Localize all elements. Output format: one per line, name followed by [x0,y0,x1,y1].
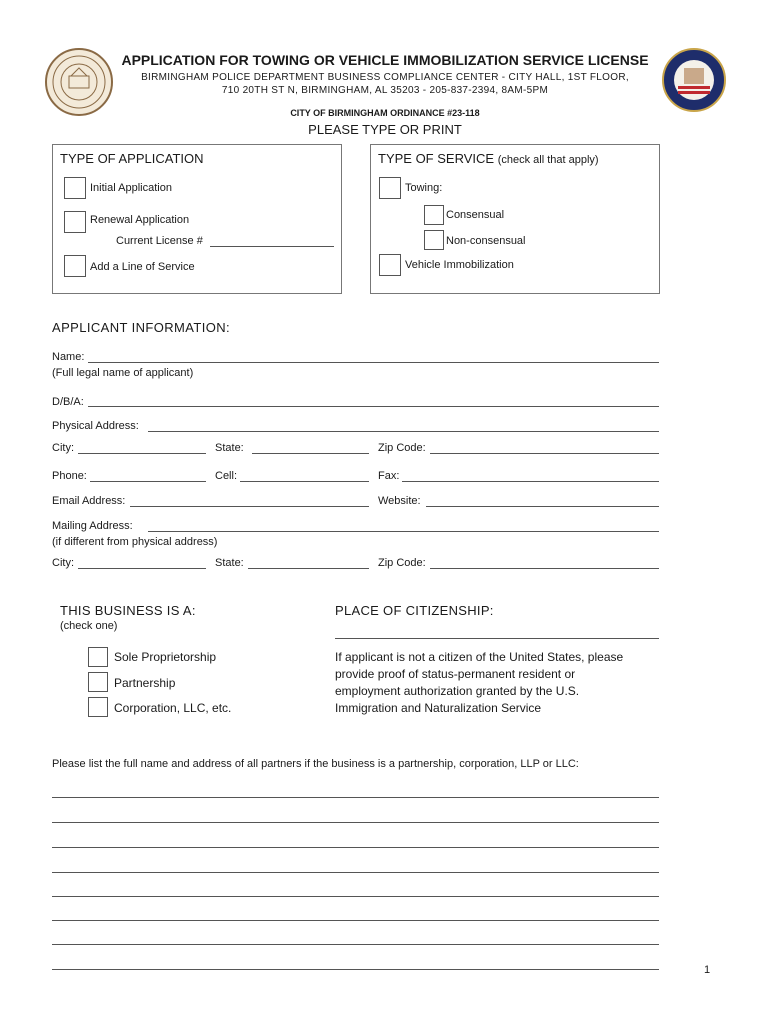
website-label: Website: [378,495,421,507]
partnership-checkbox[interactable] [88,672,108,692]
add-line-of-service-label: Add a Line of Service [90,261,195,273]
partners-line-7[interactable] [52,944,659,945]
header-address-line2: 710 20TH ST N, BIRMINGHAM, AL 35203 - 205-837-2394, 8AM-5PM [221,85,549,96]
citizenship-text-line4: Immigration and Naturalization Service [335,701,542,715]
vehicle-immobilization-label: Vehicle Immobilization [405,259,514,271]
corporation-label: Corporation, LLC, etc. [114,701,232,715]
page-number: 1 [704,964,711,976]
email-field[interactable] [130,506,369,507]
fax-field[interactable] [402,481,659,482]
email-label: Email Address: [52,495,126,507]
city-seal-logo [45,48,113,116]
type-of-service-heading [378,151,599,166]
towing-checkbox[interactable] [379,177,401,199]
name-note: (Full legal name of applicant) [52,367,194,379]
sole-proprietorship-label: Sole Proprietorship [114,650,217,664]
city-field[interactable] [78,453,206,454]
state-label: State: [215,442,244,454]
physical-address-field[interactable] [148,431,659,432]
add-line-of-service-checkbox[interactable] [64,255,86,277]
citizenship-text-line1: If applicant is not a citizen of the United States, please [335,650,624,664]
consensual-label: Consensual [446,209,505,221]
ordinance-number: CITY OF BIRMINGHAM ORDINANCE #23-118 [290,108,480,118]
mailing-city-label: City: [52,557,74,569]
partners-line-4[interactable] [52,872,659,873]
renewal-application-checkbox[interactable] [64,211,86,233]
dba-field[interactable] [88,406,659,407]
mailing-address-note: (if different from physical address) [52,536,218,548]
city-label: City: [52,442,74,454]
mailing-state-field[interactable] [248,568,369,569]
physical-address-label: Physical Address: [52,420,139,432]
mailing-zip-field[interactable] [430,568,659,569]
business-type-heading: THIS BUSINESS IS A: [60,603,196,618]
consensual-checkbox[interactable] [424,205,444,225]
initial-application-label: Initial Application [90,182,172,194]
website-field[interactable] [426,506,659,507]
police-badge-logo [662,48,726,112]
phone-label: Phone: [52,470,87,482]
current-license-label: Current License # [116,235,203,247]
vehicle-immobilization-checkbox[interactable] [379,254,401,276]
citizenship-heading: PLACE OF CITIZENSHIP: [335,603,494,618]
mailing-address-label: Mailing Address: [52,520,133,532]
type-of-service-section [370,144,660,294]
mailing-zip-label: Zip Code: [378,557,426,569]
header-address-line1: BIRMINGHAM POLICE DEPARTMENT BUSINESS COMPLIANCE CENTER - CITY HALL, 1ST FLOOR, [141,72,629,83]
phone-field[interactable] [90,481,206,482]
mailing-city-field[interactable] [78,568,206,569]
partners-line-6[interactable] [52,920,659,921]
current-license-field[interactable] [210,246,334,247]
mailing-state-label: State: [215,557,244,569]
citizenship-field[interactable] [335,638,659,639]
renewal-application-label: Renewal Application [90,214,190,226]
non-consensual-label: Non-consensual [446,235,526,247]
zip-label: Zip Code: [378,442,426,454]
name-field[interactable] [88,362,659,363]
partners-line-8[interactable] [52,969,659,970]
partners-line-5[interactable] [52,896,659,897]
partners-instruction: Please list the full name and address of all partners if the business is a partnership, corporation, LLP or LLC: [52,758,579,770]
type-or-print-instruction: PLEASE TYPE OR PRINT [308,122,462,137]
partners-line-2[interactable] [52,822,659,823]
fax-label: Fax: [378,470,400,482]
state-field[interactable] [252,453,369,454]
zip-field[interactable] [430,453,659,454]
citizenship-text-line3: employment authorization granted by the U.S. [335,684,580,698]
cell-label: Cell: [215,470,238,482]
partners-line-1[interactable] [52,797,659,798]
non-consensual-checkbox[interactable] [424,230,444,250]
partnership-label: Partnership [114,676,176,690]
applicant-information-heading: APPLICANT INFORMATION: [52,320,231,335]
cell-field[interactable] [240,481,369,482]
mailing-address-field[interactable] [148,531,659,532]
type-of-service-title: TYPE OF SERVICE [378,151,495,166]
citizenship-text-line2: provide proof of status-permanent resident or [335,667,576,681]
type-of-service-note: (check all that apply) [497,154,599,166]
business-type-note: (check one) [60,620,118,632]
partners-line-3[interactable] [52,847,659,848]
initial-application-checkbox[interactable] [64,177,86,199]
corporation-checkbox[interactable] [88,697,108,717]
sole-proprietorship-checkbox[interactable] [88,647,108,667]
name-label: Name: [52,351,85,363]
towing-label: Towing: [405,182,443,194]
form-title: APPLICATION FOR TOWING OR VEHICLE IMMOBILIZATION SERVICE LICENSE [121,52,649,68]
dba-label: D/B/A: [52,396,84,408]
type-of-application-heading: TYPE OF APPLICATION [60,151,204,166]
